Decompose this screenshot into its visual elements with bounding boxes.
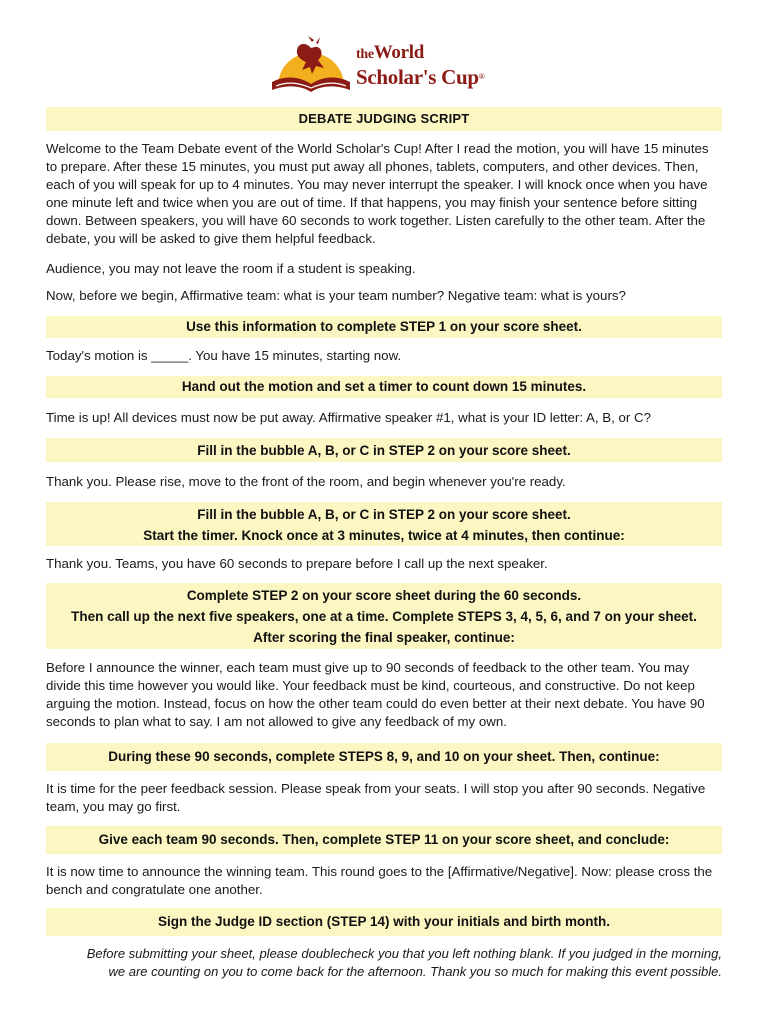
feedback-paragraph: Before I announce the winner, each team must give up to 90 seconds of feedback to the other team. You may divide this time however you would like. Your feedback must be kind, courteous, and constructive. Do not keep arguing the motion. Instead, focus on how the other team could do even better at their next debate. You have 90 seconds to plan what to say. I am not allowed to give any feedback of my own.	[46, 660, 705, 729]
instruction-banner-timer	[46, 502, 722, 546]
banner-line: Fill in the bubble A, B, or C in STEP 2 on your score sheet.	[197, 507, 571, 522]
page-title: DEBATE JUDGING SCRIPT	[46, 107, 722, 131]
time-up-paragraph: Time is up! All devices must now be put away. Affirmative speaker #1, what is your ID letter: A, B, or C?	[46, 410, 652, 425]
intro-paragraph: Welcome to the Team Debate event of the World Scholar's Cup! After I read the motion, you will have 15 minutes to prepare. After these 15 minutes, you must put away all phones, tablets, computers, and other devices. Then, each of you will speak for up to 4 minutes. You may never interrupt the speaker. I will knock once when you have one minute left and twice when you are out of time. If that happens, you may finish your sentence before sitting down. Between speakers, you will have 60 seconds to work together. Listen carefully to the other team. After the debate, you will be asked to give them helpful feedback.	[46, 141, 709, 246]
closing-line: we are counting on you to come back for the afternoon. Thank you so much for making this event possible.	[108, 964, 722, 979]
banner-line: After scoring the final speaker, continue:	[253, 630, 515, 645]
thank-you-rise-paragraph: Thank you. Please rise, move to the front of the room, and begin whenever you're ready.	[46, 474, 566, 489]
instruction-banner-motion: Hand out the motion and set a timer to count down 15 minutes.	[46, 376, 722, 398]
team-number-paragraph: Now, before we begin, Affirmative team: what is your team number? Negative team: what is yours?	[46, 288, 626, 303]
owl-book-emblem-icon	[268, 34, 354, 98]
instruction-banner-speakers	[46, 583, 722, 649]
audience-paragraph: Audience, you may not leave the room if a student is speaking.	[46, 261, 416, 276]
banner-line: Start the timer. Knock once at 3 minutes, twice at 4 minutes, then continue:	[143, 528, 625, 543]
logo-wordmark: theWorld Scholar's Cup®	[356, 42, 485, 89]
banner-line: Complete STEP 2 on your score sheet during the 60 seconds.	[186, 588, 582, 603]
instruction-banner-step1: Use this information to complete STEP 1 on your score sheet.	[46, 316, 722, 338]
instruction-banner-step11: Give each team 90 seconds. Then, complete STEP 11 on your score sheet, and conclude:	[46, 826, 722, 854]
closing-line: Before submitting your sheet, please doublecheck you that you left nothing blank. If you judged in the morning,	[86, 946, 722, 961]
closing-note	[46, 945, 722, 981]
peer-feedback-paragraph: It is time for the peer feedback session. Please speak from your seats. I will stop you after 90 seconds. Negative team, you may go first.	[46, 781, 706, 814]
world-scholars-cup-logo	[268, 34, 508, 98]
banner-line: Then call up the next five speakers, one at a time. Complete STEPS 3, 4, 5, 6, and 7 on your sheet.	[71, 609, 697, 624]
instruction-banner-90-seconds: During these 90 seconds, complete STEPS 8, 9, and 10 on your sheet. Then, continue:	[46, 743, 722, 771]
motion-paragraph: Today's motion is _____. You have 15 minutes, starting now.	[46, 348, 402, 363]
winner-paragraph: It is now time to announce the winning team. This round goes to the [Affirmative/Negative]. Now: please cross the bench and congratulate one another.	[46, 864, 713, 897]
instruction-banner-step2: Fill in the bubble A, B, or C in STEP 2 on your score sheet.	[46, 438, 722, 462]
thank-you-60-paragraph: Thank you. Teams, you have 60 seconds to prepare before I call up the next speaker.	[46, 556, 548, 571]
instruction-banner-step14: Sign the Judge ID section (STEP 14) with your initials and birth month.	[46, 908, 722, 936]
